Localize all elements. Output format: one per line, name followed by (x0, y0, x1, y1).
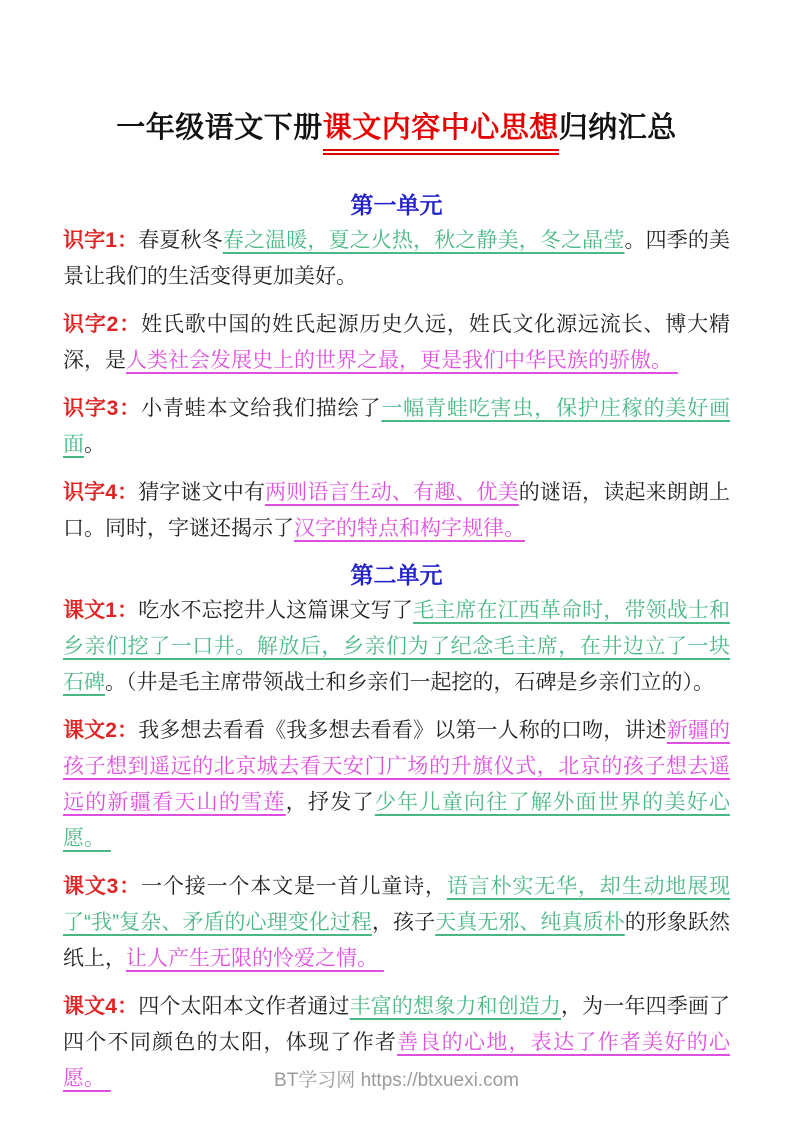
text-segment-plain: 吃水不忘挖井人这篇课文写了 (138, 599, 414, 622)
text-segment-magenta: 让人产生无限的怜爱之情。 (126, 947, 384, 970)
paragraph-label: 课文1： (63, 599, 139, 622)
paragraph-label: 识字3： (63, 397, 142, 420)
paragraph-shizi-2 (63, 307, 730, 379)
title-post: 归纳汇总 (558, 112, 677, 144)
paragraph-kewen-2 (63, 713, 730, 857)
title-highlight: 课文内容中心思想 (323, 108, 559, 155)
sections (63, 189, 730, 1097)
text-segment-plain: 春夏秋冬 (138, 229, 223, 252)
paragraph-label: 识字4： (63, 481, 139, 504)
text-segment-magenta: 新疆的孩子想到遥远的北京城去看天安门广场的升旗仪式，北京的孩子想去遥远的新疆看天山的雪莲 (63, 719, 731, 814)
paragraph-label: 识字2： (63, 313, 142, 336)
text-segment-plain: 。 (84, 433, 105, 456)
paragraph-label: 识字1： (63, 229, 139, 252)
text-segment-plain: 。（井是毛主席带领战士和乡亲们一起挖的，石碑是乡亲们立的）。 (105, 671, 714, 694)
text-segment-plain: 一个接一个本文是一首儿童诗， (141, 875, 447, 898)
text-segment-green: 语言朴实无华，却生动地展现了“我”复杂、矛盾的心理变化过程 (63, 875, 730, 934)
text-segment-green: 丰富的想象力和创造力 (349, 995, 562, 1018)
text-segment-green: 春之温暖，夏之火热，秋之静美，冬之晶莹 (222, 229, 625, 252)
text-segment-plain: 的形象跃然纸上， (63, 911, 730, 970)
text-segment-plain: 我多想去看看《我多想去看看》以第一人称的口吻，讲述 (138, 719, 667, 742)
text-segment-magenta: 汉字的特点和构字规律。 (294, 517, 525, 540)
text-segment-plain: ，孩子 (372, 911, 436, 934)
text-segment-plain: 小青蛙本文给我们描绘了 (141, 397, 382, 420)
text-segment-plain: 四个太阳本文作者通过 (138, 995, 350, 1018)
title-pre: 一年级语文下册 (116, 112, 323, 144)
text-segment-green: 少年儿童向往了解外面世界的美好心愿。 (63, 791, 731, 850)
text-segment-green: 毛主席在江西革命时，带领战士和乡亲们挖了一口井。解放后，乡亲们为了纪念毛主席，在井边立了一块石碑 (63, 599, 731, 694)
text-segment-green: 天真无邪、纯真质朴 (435, 911, 625, 934)
text-segment-plain: 。四季的美景让我们的生活变得更加美好。 (63, 229, 731, 288)
paragraph-kewen-1 (63, 593, 730, 701)
text-segment-plain: ，为一年四季画了四个不同颜色的太阳，体现了作者 (63, 995, 731, 1054)
paragraph-shizi-3 (63, 391, 730, 463)
text-segment-magenta: 善良的心地，表达了作者美好的心愿。 (63, 1031, 731, 1090)
footer-credit: BT学习网 https://btxuexi.com (274, 1070, 519, 1091)
paragraph-kewen-3 (63, 869, 730, 977)
paragraph-shizi-1 (63, 223, 730, 295)
text-segment-plain: 的谜语，读起来朗朗上口。同时，字谜还揭示了 (63, 481, 731, 540)
page-title (63, 108, 730, 155)
text-segment-plain: ，抒发了 (285, 791, 375, 814)
text-segment-magenta: 两则语言生动、有趣、优美 (265, 481, 519, 504)
paragraph-shizi-4 (63, 475, 730, 547)
text-segment-green: 一幅青蛙吃害虫，保护庄稼的美好画面 (63, 397, 730, 456)
text-segment-plain: 姓氏歌中国的姓氏起源历史久远，姓氏文化源远流长、博大精深，是 (63, 313, 730, 372)
paragraph-label: 课文4： (63, 995, 139, 1018)
paragraph-label: 课文2： (63, 719, 139, 742)
text-segment-plain: 猜字谜文中有 (138, 481, 266, 504)
section-heading-2: 第二单元 (350, 562, 443, 588)
section-heading-1: 第一单元 (350, 192, 443, 218)
paragraph-label: 课文3： (63, 875, 142, 898)
text-segment-magenta: 人类社会发展史上的世界之最，更是我们中华民族的骄傲。 (126, 349, 678, 372)
